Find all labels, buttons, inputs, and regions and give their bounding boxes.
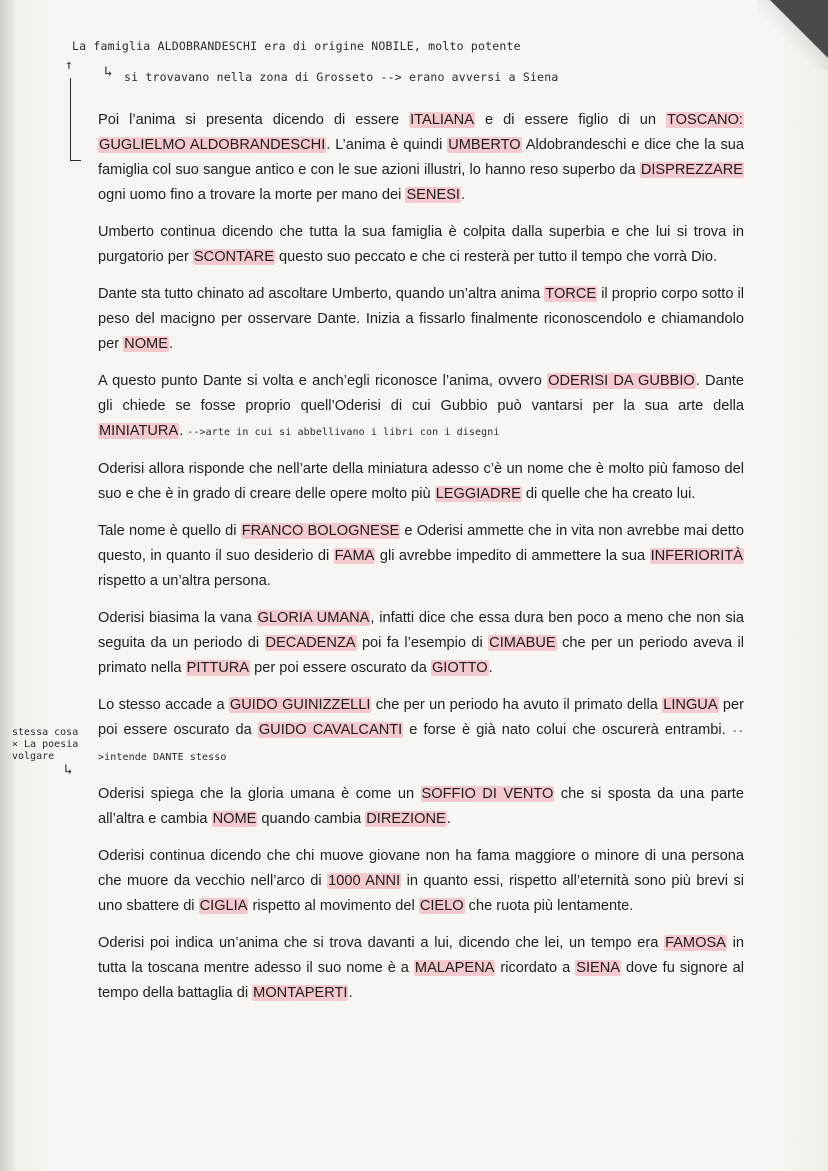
- highlighted-keyword: NOME: [124, 336, 168, 352]
- highlighted-keyword: PITTURA: [186, 660, 250, 676]
- handwritten-note-top: La famiglia ALDOBRANDESCHI era di origine NOBILE, molto potente: [72, 39, 521, 53]
- highlighted-keyword: CIMABUE: [489, 635, 556, 651]
- text-run: Poi l’anima si presenta dicendo di essere: [98, 112, 410, 128]
- text-run: . L’anima è quindi: [326, 137, 448, 153]
- text-run: per poi essere oscurato da: [98, 697, 745, 738]
- text-run: che ruota più lentamente.: [464, 898, 634, 914]
- paragraph: [98, 369, 744, 445]
- highlighted-keyword: MALAPENA: [414, 960, 495, 976]
- highlighted-keyword: CIGLIA: [199, 898, 248, 914]
- text-run: di quelle che ha creato lui.: [521, 486, 696, 502]
- text-run: e forse è già nato colui che oscurerà entrambi.: [403, 722, 732, 738]
- text-run: .: [446, 811, 451, 827]
- text-run: .: [460, 187, 466, 203]
- highlighted-keyword: SCONTARE: [193, 249, 274, 265]
- text-run: il proprio corpo sotto il peso del macigno per osservare Dante. Inizia a fissarlo finalmente riconoscendolo e chiamandolo per: [98, 286, 744, 352]
- text-run: .: [168, 336, 173, 352]
- highlighted-keyword: LEGGIADRE: [435, 486, 521, 502]
- highlighted-keyword: MINIATURA: [99, 423, 179, 439]
- text-run: rispetto a un’altra persona.: [98, 573, 271, 589]
- paragraph: [98, 844, 744, 919]
- highlighted-keyword: GIOTTO: [431, 660, 488, 676]
- highlighted-keyword: GLORIA UMANA: [257, 610, 370, 626]
- text-run: Oderisi biasima la vana: [98, 610, 257, 626]
- text-run: e di essere figlio di un: [474, 112, 667, 128]
- highlighted-keyword: NOME: [212, 811, 257, 827]
- text-run: quando cambia: [257, 811, 366, 827]
- text-run: Dante sta tutto chinato ad ascoltare Umberto, quando un’altra anima: [98, 286, 545, 302]
- highlighted-keyword: CIELO: [419, 898, 464, 914]
- highlighted-keyword: TOSCANO:: [667, 112, 743, 128]
- text-run: questo suo peccato e che ci resterà per tutto il tempo che vorrà Dio.: [274, 249, 718, 265]
- side-note-line: × La poesia: [12, 739, 79, 750]
- highlighted-keyword: SENESI: [406, 187, 460, 203]
- page-corner-fold: [770, 0, 828, 58]
- text-run: gli avrebbe impedito di ammettere la sua: [375, 548, 650, 564]
- handwritten-note-sub: si trovavano nella zona di Grosseto --> erano avversi a Siena: [124, 70, 559, 84]
- handwritten-inline-note: -->arte in cui si abbellivano i libri con i disegni: [187, 427, 500, 438]
- paragraph: [98, 693, 744, 770]
- highlighted-keyword: SOFFIO DI VENTO: [421, 786, 554, 802]
- paragraph: [98, 108, 744, 208]
- side-note-line: stessa cosa: [12, 727, 79, 738]
- highlighted-keyword: SIENA: [576, 960, 621, 976]
- highlighted-keyword: ODERISI DA GUBBIO: [548, 373, 695, 389]
- text-run: A questo punto Dante si volta e anch’egli riconosce l’anima, ovvero: [98, 373, 548, 389]
- side-arrow-icon: ↳: [64, 762, 73, 778]
- highlighted-keyword: DISPREZZARE: [640, 162, 743, 178]
- text-run: ogni uomo fino a trovare la morte per mano dei: [98, 187, 406, 203]
- page-left-edge: [0, 0, 14, 1171]
- text-run: Oderisi poi indica un’anima che si trova davanti a lui, dicendo che lei, un tempo era: [98, 935, 665, 951]
- highlighted-keyword: GUIDO GUINIZZELLI: [229, 697, 371, 713]
- highlighted-keyword: FAMOSA: [665, 935, 726, 951]
- text-run: rispetto al movimento del: [248, 898, 419, 914]
- highlighted-keyword: GUGLIELMO ALDOBRANDESCHI: [99, 137, 326, 153]
- text-run: Oderisi continua dicendo che chi muove giovane non ha fama maggiore o minore di una persona che muore da vecchio nell’arco di: [98, 848, 744, 889]
- highlighted-keyword: LINGUA: [663, 697, 718, 713]
- text-run: Oderisi allora risponde che nell’arte della miniatura adesso c’è un nome che è molto più famoso del suo e che è in grado di creare delle opere molto più: [98, 461, 744, 502]
- highlighted-keyword: ITALIANA: [410, 112, 474, 128]
- highlighted-keyword: 1000 ANNI: [328, 873, 401, 889]
- paragraph: [98, 220, 744, 270]
- side-note-line: volgare: [12, 751, 55, 762]
- handwritten-side-note: [12, 727, 78, 763]
- paragraph: [98, 606, 744, 681]
- highlighted-keyword: MONTAPERTI: [253, 985, 348, 1001]
- text-run: Tale nome è quello di: [98, 523, 241, 539]
- highlighted-keyword: DIREZIONE: [366, 811, 446, 827]
- paragraph: [98, 519, 744, 594]
- text-run: che per un periodo aveva il primato nella: [98, 635, 744, 676]
- highlighted-keyword: GUIDO CAVALCANTI: [258, 722, 403, 738]
- corner-arrow-icon: ↳: [104, 64, 113, 80]
- text-run: in tutta la toscana mentre adesso il suo nome è a: [98, 935, 744, 976]
- paragraph: [98, 782, 744, 832]
- text-run: poi fa l’esempio di: [356, 635, 489, 651]
- text-run: .: [348, 985, 353, 1001]
- text-run: Lo stesso accade a: [98, 697, 229, 713]
- text-run: dove fu signore al tempo della battaglia di: [98, 960, 744, 1001]
- text-run: Aldobrandeschi e dice che la sua famiglia col suo sangue antico e con le sue azioni illustri, lo hanno reso superbo da: [98, 137, 745, 178]
- highlighted-keyword: TORCE: [545, 286, 597, 302]
- text-run: e Oderisi ammette che in vita non avrebbe mai detto questo, in quanto il suo desiderio di: [98, 523, 744, 564]
- paragraph: [98, 457, 744, 507]
- highlighted-keyword: FRANCO BOLOGNESE: [241, 523, 400, 539]
- text-run: , infatti dice che essa dura ben poco a meno che non sia seguita da un periodo di: [98, 610, 744, 651]
- text-run: Umberto continua dicendo che tutta la sua famiglia è colpita dalla superbia e che lui si trova in purgatorio per: [98, 224, 744, 265]
- highlighted-keyword: UMBERTO: [448, 137, 521, 153]
- highlighted-keyword: INFERIORITÀ: [650, 548, 743, 564]
- text-run: ricordato a: [495, 960, 576, 976]
- paragraph: [98, 931, 744, 1006]
- text-run: in quanto essi, rispetto all’eternità sono più brevi si uno sbattere di: [98, 873, 744, 914]
- text-run: per poi essere oscurato da: [250, 660, 431, 676]
- handwritten-bracket: [70, 78, 81, 161]
- text-run: .: [179, 423, 188, 439]
- up-arrow-icon: ↑: [65, 58, 74, 73]
- text-run: che per un periodo ha avuto il primato della: [371, 697, 663, 713]
- highlighted-keyword: FAMA: [334, 548, 375, 564]
- handwritten-inline-note: -->intende DANTE stesso: [98, 726, 744, 763]
- highlighted-keyword: DECADENZA: [265, 635, 356, 651]
- text-run: Oderisi spiega che la gloria umana è come un: [98, 786, 421, 802]
- paragraph: [98, 282, 744, 357]
- text-run: .: [488, 660, 493, 676]
- text-run: . Dante gli chiede se fosse proprio quell’Oderisi di cui Gubbio può vantarsi per la sua arte della: [98, 373, 744, 414]
- text-run: che si sposta da una parte all’altra e cambia: [98, 786, 744, 827]
- main-text: [98, 108, 744, 1018]
